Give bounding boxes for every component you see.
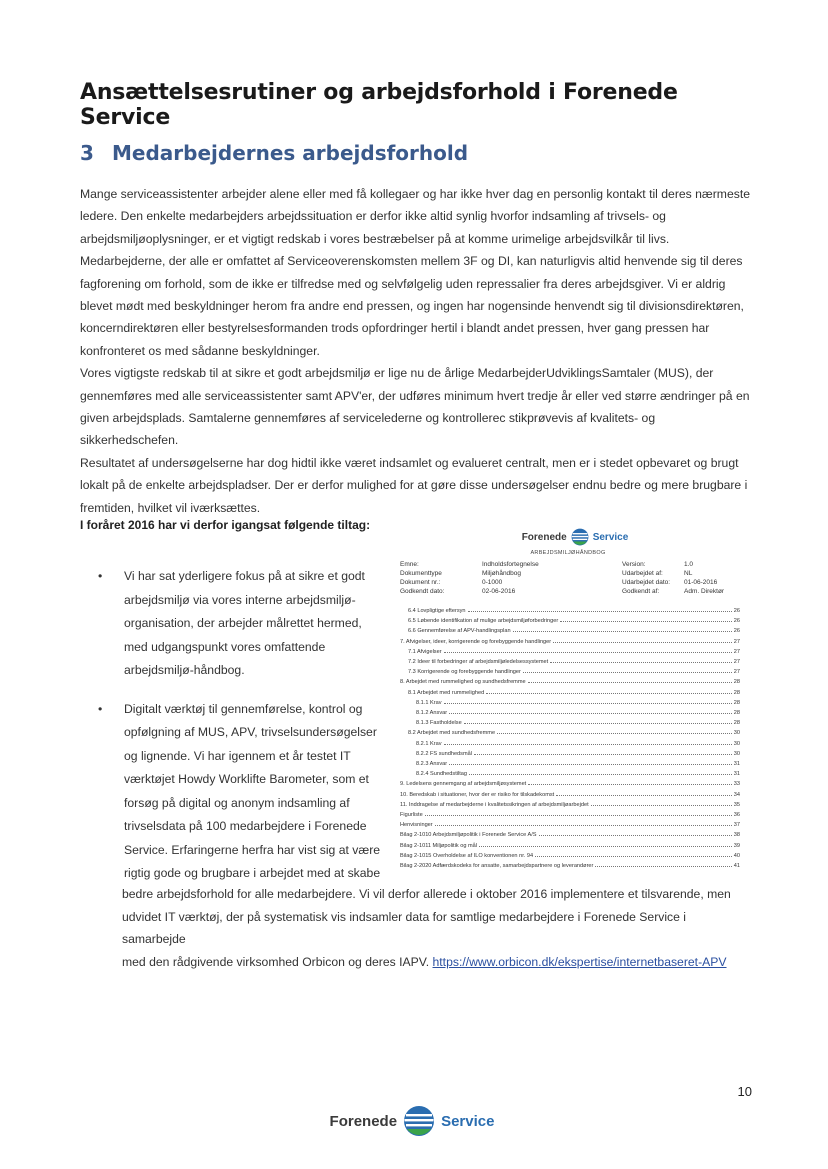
- list-item: • Vi har sat yderligere fokus på at sikre et godt arbejdsmiljø via vores interne arbejdsmiljø- organisation, der arbejder målrettet hermed, med udgangspunkt vores omfattende arbejdsmiljø-håndbog.: [98, 565, 398, 683]
- toc-leader: [449, 759, 732, 765]
- toc-entry: [400, 820, 740, 830]
- orbicon-apv-link[interactable]: https://www.orbicon.dk/ekspertise/internetbaseret-APV: [432, 954, 727, 969]
- toc-entry: [400, 790, 740, 800]
- toc-entry-page: 28: [733, 679, 740, 686]
- toc-entry-title: 8.1.1 Krav: [416, 699, 442, 706]
- toc-entry-title: 9. Ledelsens gennemgang af arbejdsmiljøsystemet: [400, 781, 527, 788]
- toc-entry: [400, 779, 740, 789]
- toc-leader: [523, 667, 732, 673]
- toc-entry: [400, 800, 740, 810]
- toc-entry-page: 35: [733, 801, 740, 808]
- metadata-cell: Emne:: [400, 561, 419, 568]
- toc-entry-page: 27: [733, 648, 740, 655]
- toc-entry-page: 26: [733, 628, 740, 635]
- toc-entry-title: 8. Arbejdet med rummelighed og sundhedsfremme: [400, 679, 526, 686]
- metadata-cell: Version:: [622, 561, 646, 568]
- toc-leader: [444, 698, 732, 704]
- metadata-cell: Godkendt af:: [622, 588, 660, 595]
- toc-entry-page: 37: [733, 822, 740, 829]
- logo-text-right: Service: [441, 1112, 495, 1130]
- toc-entry-title: 10. Beredskab i situationer, hvor der er risiko for tilskadekomst: [400, 791, 555, 798]
- toc-entry-title: Figurliste: [400, 812, 423, 819]
- toc-entry: [400, 616, 740, 626]
- toc-entry-title: 8.1.2 Ansvar: [416, 710, 448, 717]
- toc-entry: [400, 647, 740, 657]
- toc-entry-title: 8.1.3 Fastholdelse: [416, 720, 462, 727]
- globe-logo-icon: [403, 1105, 435, 1137]
- metadata-cell: 1.0: [684, 561, 694, 568]
- list-item: • Digitalt værktøj til gennemførelse, kontrol og opfølgning af MUS, APV, trivselsundersøgelser og lignende. Vi har igennem et år testet IT værktøjet Howdy Worklifte Barometer, som et forsøg på digital og anonym indsamling af trivselsdata på 100 medarbejdere i Forenede Service. Erfaringerne herfra har vist sig at være rigtig gode og brugbare i arbejdet med at skabe: [98, 698, 398, 886]
- toc-leader: [444, 739, 732, 745]
- toc-entry-page: 40: [733, 852, 740, 859]
- toc-entry: [400, 606, 740, 616]
- toc-logo: [510, 526, 640, 548]
- section-heading: [80, 141, 760, 165]
- toc-leader: [556, 790, 732, 796]
- toc-leader: [591, 800, 732, 806]
- document-title: Ansættelsesrutiner og arbejdsforhold i Forenede Service: [80, 80, 678, 130]
- toc-entry-title: Henvisninger: [400, 822, 433, 829]
- toc-entry-page: 31: [733, 771, 740, 778]
- toc-entry-page: 39: [733, 842, 740, 849]
- page-number: 10: [737, 1084, 752, 1099]
- toc-entry-title: Bilag 2-1010 Arbejdsmiljøpolitik i Forenede Service A/S: [400, 832, 537, 839]
- toc-entry: [400, 708, 740, 718]
- logo-text-right: Service: [592, 531, 629, 543]
- toc-leader: [425, 810, 732, 816]
- toc-entry: [400, 841, 740, 851]
- toc-entry-page: 27: [733, 659, 740, 666]
- toc-leader: [539, 830, 732, 836]
- toc-entry-page: 36: [733, 812, 740, 819]
- paragraph: Medarbejderne, der alle er omfattet af Serviceoverenskomsten mellem 3F og DI, kan naturligvis altid henvende sig til deres fagforening om forhold, som de ikke er tilfredse med og selvfølgelig uden repressalier fra deres arbejdsgiver. Vi er aldrig blevet mødt med beskyldninger herom fra andre end pressen, og ingen har nogensinde henvendt sig til divisionsdirektøren, koncerndirektøren eller bestyrelsesformanden trods opfordringer hertil i blandt andet pressen, hver gang pressen har konfronteret os med sådanne beskyldninger.: [80, 254, 744, 358]
- metadata-cell: 0-1000: [482, 579, 503, 586]
- toc-entry-title: Bilag 2-1011 Miljøpolitik og mål: [400, 842, 477, 849]
- toc-entry: [400, 626, 740, 636]
- toc-leader: [560, 616, 732, 622]
- metadata-cell: Udarbejdet af:: [622, 570, 663, 577]
- toc-entry-title: 8.2.3 Ansvar: [416, 761, 448, 768]
- toc-entry-page: 28: [733, 710, 740, 717]
- toc-entry-page: 30: [733, 740, 740, 747]
- body-text: [80, 183, 752, 519]
- bullet-marker: •: [98, 701, 103, 716]
- toc-entry-page: 28: [733, 699, 740, 706]
- toc-entry-page: 41: [733, 863, 740, 870]
- toc-leader: [435, 820, 732, 826]
- toc-entry-title: 8.2.4 Sundhedstiltag: [416, 771, 468, 778]
- toc-leader: [469, 769, 732, 775]
- toc-entry: [400, 657, 740, 667]
- toc-entry: [400, 667, 740, 677]
- toc-subtitle: ARBEJDSMILJØHÅNDBOG: [530, 550, 606, 556]
- toc-entry: [400, 739, 740, 749]
- toc-leader: [479, 841, 732, 847]
- toc-entry-title: 7. Afvigelser, ideer, korrigerende og forebyggende handlinger: [400, 638, 552, 645]
- section-number: 3: [80, 141, 94, 165]
- toc-entry-page: 30: [733, 730, 740, 737]
- toc-entry: [400, 830, 740, 840]
- toc-entry-page: 34: [733, 791, 740, 798]
- toc-entry: [400, 759, 740, 769]
- toc-entry-page: 28: [733, 689, 740, 696]
- toc-entry-title: 8.2 Arbejdet med sundhedsfremme: [408, 730, 496, 737]
- toc-entry: [400, 769, 740, 779]
- toc-entry: [400, 728, 740, 738]
- toc-entry-title: 8.2.2 FS sundhedsmål: [416, 750, 472, 757]
- toc-leader: [474, 749, 732, 755]
- toc-leader: [553, 637, 732, 643]
- metadata-cell: Udarbejdet dato:: [622, 579, 671, 586]
- toc-entry-page: 26: [733, 608, 740, 614]
- toc-entry-page: 28: [733, 720, 740, 727]
- toc-leader: [595, 861, 731, 867]
- toc-entry-page: 31: [733, 761, 740, 768]
- toc-entry-page: 30: [733, 750, 740, 757]
- toc-leader: [550, 657, 732, 663]
- toc-leader: [486, 688, 732, 694]
- toc-entry-title: Bilag 2-2020 Adfærdskodeks for ansatte, samarbejdspartnere og leverandører: [400, 863, 594, 870]
- toc-entry: [400, 861, 740, 871]
- toc-leader: [449, 708, 732, 714]
- logo-text-left: Forenede: [329, 1112, 398, 1130]
- logo-text-left: Forenede: [521, 531, 567, 543]
- toc-leader: [513, 626, 732, 632]
- metadata-cell: Adm. Direktør: [684, 588, 725, 595]
- toc-entry-title: 6.6 Gennemførelse af APV-handlingsplan: [408, 628, 511, 635]
- toc-entry-title: Bilag 2-1015 Overholdelse af ILO konventionen nr. 94: [400, 852, 534, 859]
- toc-excerpt-image: [390, 524, 746, 870]
- section-title: Medarbejdernes arbejdsforhold: [112, 141, 469, 165]
- toc-leader: [528, 677, 732, 683]
- toc-entry-page: 33: [733, 781, 740, 788]
- metadata-row: [400, 587, 740, 596]
- toc-leader: [528, 779, 732, 785]
- continuation-text: [122, 883, 752, 973]
- toc-entry-title: 8.1 Arbejdet med rummelighed: [408, 689, 485, 696]
- toc-leader: [497, 728, 732, 734]
- metadata-row: [400, 578, 740, 587]
- toc-leader: [468, 606, 732, 612]
- toc-entry-title: 6.4 Lovpligtige eftersyn: [408, 608, 466, 614]
- toc-list: [400, 606, 740, 871]
- paragraph: Mange serviceassistenter arbejder alene eller med få kollegaer og har ikke hver dag en personlig kontakt til deres nærmeste ledere. Den enkelte medarbejders arbejdssituation er derfor ikke altid synlig hvorfor indsamling af trivsels- og arbejdsmiljøoplysninger, er et vigtigt redskab i vores bestræbelser på at komme urimelige arbejdsvilkår til livs.: [80, 187, 750, 246]
- toc-entry: [400, 677, 740, 687]
- document-metadata-table: [400, 560, 740, 596]
- metadata-cell: Miljøhåndbog: [482, 570, 522, 577]
- toc-entry-title: 7.1 Afvigelser: [408, 648, 442, 655]
- paragraph: Vores vigtigste redskab til at sikre et godt arbejdsmiljø er lige nu de årlige MedarbejderUdviklingsSamtaler (MUS), der gennemføres med alle serviceassistenter samt APV'er, der udføres minimum hvert tredje år eller ved større ændringer på en given arbejdsplads. Samtalerne gennemføres af servicelederne og kontrollerес stikprøvevis af kvalitets- og sikkerhedschefen. Resultatet af undersøgelserne har dog hidtil ikke været indsamlet og evalueret centralt, men er i stedet opbevaret og brugt lokalt på de enkelte arbejdspladser. Der er derfor mulighed for at gøre disse undersøgelser endnu bedre og mere brugbare i fremtiden, hvilket vil iværksættes.: [80, 366, 750, 515]
- toc-entry: [400, 810, 740, 820]
- toc-entry: [400, 718, 740, 728]
- toc-entry-title: 7.3 Korrigerende og forebyggende handlinger: [408, 669, 521, 676]
- toc-entry-page: 38: [733, 832, 740, 839]
- initiatives-intro: I foråret 2016 har vi derfor igangsat følgende tiltag:: [80, 518, 371, 532]
- toc-entry: [400, 749, 740, 759]
- toc-leader: [535, 851, 732, 857]
- paragraph: bedre arbejdsforhold for alle medarbejdere. Vi vil derfor allerede i oktober 2016 implementere et tilsvarende, men udvidet IT værktøj, der på systematisk vis indsamler data for samtlige medarbejdere i Forenede Service i samarbejde med den rådgivende virksomhed Orbicon og deres IAPV. https://www.orbicon.dk/ekspertise/internetbaseret-APV: [122, 887, 731, 969]
- globe-logo-icon: [571, 528, 589, 546]
- metadata-cell: Godkendt dato:: [400, 588, 445, 595]
- metadata-cell: NL: [684, 570, 693, 577]
- toc-leader: [444, 647, 732, 653]
- toc-entry-title: 11. Inddragelse af medarbejderne i kvalitetssikringen af arbejdsmiljøarbejdet: [400, 801, 589, 808]
- metadata-cell: Indholdsfortegnelse: [482, 561, 539, 568]
- toc-entry-page: 27: [733, 669, 740, 676]
- footer-logo: [322, 1104, 502, 1138]
- toc-entry: [400, 688, 740, 698]
- metadata-row: [400, 569, 740, 578]
- toc-entry-page: 27: [733, 638, 740, 645]
- metadata-cell: 01-06-2016: [684, 579, 718, 586]
- metadata-cell: Dokument nr.:: [400, 579, 441, 586]
- toc-entry-page: 26: [733, 618, 740, 625]
- toc-entry: [400, 698, 740, 708]
- metadata-cell: Dokumenttype: [400, 570, 442, 577]
- bullet-list: [98, 565, 398, 886]
- metadata-row: [400, 560, 740, 569]
- toc-entry-title: 8.2.1 Krav: [416, 740, 442, 747]
- toc-entry-title: 7.2 Ideer til forbedringer af arbejdsmiljøledelsessystemet: [408, 659, 549, 666]
- bullet-marker: •: [98, 569, 103, 583]
- toc-entry: [400, 637, 740, 647]
- metadata-cell: 02-06-2016: [482, 588, 516, 595]
- toc-entry: [400, 851, 740, 861]
- toc-entry-title: 6.5 Løbende identifikation af mulige arbejdsmiljøforbedringer: [408, 618, 559, 625]
- toc-leader: [464, 718, 732, 724]
